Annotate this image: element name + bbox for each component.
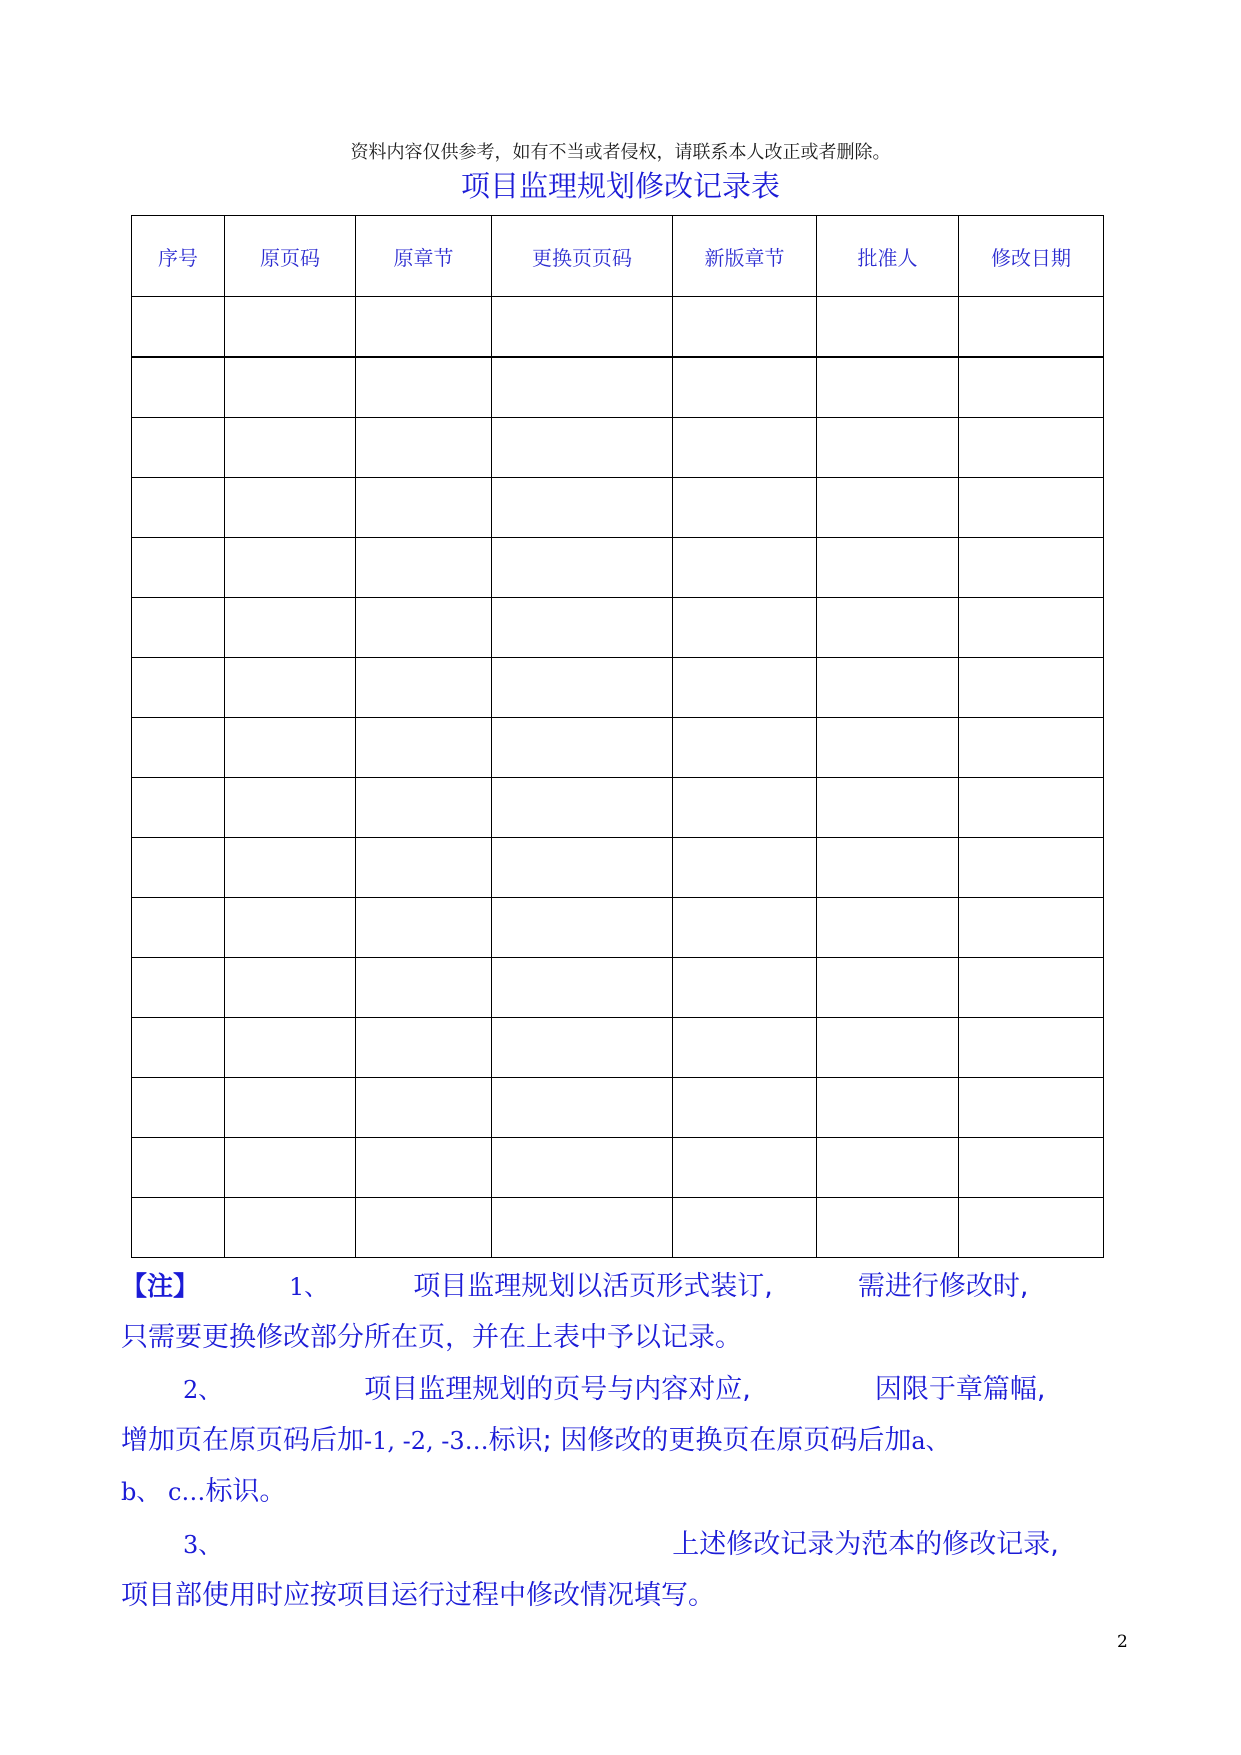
- table-cell: [959, 297, 1104, 358]
- column-header-replacement-page: 更换页页码: [492, 216, 673, 297]
- table-cell: [492, 838, 673, 898]
- table-cell: [356, 1138, 492, 1198]
- table-cell: [132, 1018, 225, 1078]
- table-cell: [673, 357, 817, 418]
- note-3-line-2: 项目部使用时应按项目运行过程中修改情况填写。: [121, 1580, 715, 1611]
- table-cell: [959, 598, 1104, 658]
- page-number: 2: [1117, 1632, 1128, 1652]
- table-cell: [356, 898, 492, 958]
- revision-record-table: [131, 215, 1104, 1258]
- column-header-orig-chapter: 原章节: [356, 216, 492, 297]
- table-cell: [673, 598, 817, 658]
- table-cell: [959, 1078, 1104, 1138]
- table-cell: [959, 478, 1104, 538]
- table-cell: [132, 297, 225, 358]
- table-cell: [356, 297, 492, 358]
- table-row: [132, 838, 1104, 898]
- table-cell: [225, 658, 356, 718]
- table-cell: [673, 1138, 817, 1198]
- table-cell: [132, 778, 225, 838]
- disclaimer-text: 资料内容仅供参考，如有不当或者侵权，请联系本人改正或者删除。: [350, 142, 891, 163]
- note-2-line-2-d: a、: [911, 1427, 950, 1455]
- note-2-line-3-b: 标识。: [205, 1476, 287, 1507]
- table-row: [132, 718, 1104, 778]
- table-row: [132, 1078, 1104, 1138]
- table-row: [132, 297, 1104, 358]
- table-cell: [132, 418, 225, 478]
- table-cell: [225, 478, 356, 538]
- column-header-revision-date: 修改日期: [959, 216, 1104, 297]
- table-cell: [673, 478, 817, 538]
- table-cell: [132, 1078, 225, 1138]
- table-cell: [673, 418, 817, 478]
- table-cell: [817, 958, 959, 1018]
- table-cell: [225, 418, 356, 478]
- table-cell: [225, 297, 356, 358]
- table-cell: [492, 418, 673, 478]
- table-cell: [817, 418, 959, 478]
- table-cell: [356, 1198, 492, 1258]
- table-cell: [225, 778, 356, 838]
- table-cell: [225, 598, 356, 658]
- table-cell: [132, 658, 225, 718]
- table-cell: [817, 1018, 959, 1078]
- note-3-text: 上述修改记录为范本的修改记录,: [672, 1529, 1059, 1560]
- note-3-line-1: [183, 1522, 1059, 1561]
- table-cell: [132, 898, 225, 958]
- table-cell: [225, 538, 356, 598]
- note-2-text-a: 项目监理规划的页号与内容对应,: [364, 1374, 751, 1405]
- table-cell: [132, 1138, 225, 1198]
- table-cell: [492, 598, 673, 658]
- note-2-number: 2、: [183, 1376, 223, 1404]
- table-cell: [492, 1198, 673, 1258]
- table-cell: [959, 718, 1104, 778]
- table-cell: [817, 778, 959, 838]
- table-cell: [356, 1018, 492, 1078]
- table-cell: [492, 658, 673, 718]
- table-cell: [673, 718, 817, 778]
- table-cell: [132, 357, 225, 418]
- note-1-text-b: 需进行修改时,: [857, 1271, 1029, 1302]
- table-cell: [356, 418, 492, 478]
- column-header-new-chapter: 新版章节: [673, 216, 817, 297]
- note-2-line-3-a: b、 c…: [121, 1478, 206, 1506]
- note-1-number: 1、: [289, 1273, 329, 1301]
- table-cell: [225, 1138, 356, 1198]
- table-cell: [817, 538, 959, 598]
- table-cell: [817, 658, 959, 718]
- table-row: [132, 898, 1104, 958]
- table-cell: [356, 478, 492, 538]
- table-cell: [673, 778, 817, 838]
- table-cell: [492, 898, 673, 958]
- note-2-line-2: [121, 1418, 950, 1457]
- table-cell: [817, 598, 959, 658]
- document-title: 项目监理规划修改记录表: [460, 169, 780, 203]
- note-1-line-1: [121, 1264, 1028, 1303]
- table-cell: [959, 357, 1104, 418]
- column-header-orig-page: 原页码: [225, 216, 356, 297]
- table-cell: [225, 1018, 356, 1078]
- table-cell: [356, 658, 492, 718]
- table-cell: [132, 718, 225, 778]
- table-cell: [817, 898, 959, 958]
- table-cell: [673, 838, 817, 898]
- table-cell: [959, 418, 1104, 478]
- note-2-line-1: [183, 1367, 1045, 1406]
- column-header-seq: 序号: [132, 216, 225, 297]
- table-cell: [225, 1198, 356, 1258]
- table-header-row: [132, 216, 1104, 297]
- table-cell: [959, 538, 1104, 598]
- table-cell: [356, 598, 492, 658]
- table-cell: [492, 297, 673, 358]
- note-2-text-b: 因限于章篇幅,: [874, 1374, 1046, 1405]
- table-row: [132, 1198, 1104, 1258]
- table-cell: [492, 958, 673, 1018]
- table-cell: [673, 538, 817, 598]
- table-cell: [673, 1198, 817, 1258]
- table-cell: [225, 958, 356, 1018]
- table-cell: [132, 478, 225, 538]
- table-cell: [673, 297, 817, 358]
- table-cell: [817, 1078, 959, 1138]
- table-cell: [356, 958, 492, 1018]
- table-cell: [959, 898, 1104, 958]
- note-3-number: 3、: [183, 1531, 223, 1559]
- table-row: [132, 598, 1104, 658]
- table-cell: [132, 838, 225, 898]
- table-cell: [817, 1138, 959, 1198]
- table-cell: [817, 838, 959, 898]
- table-cell: [959, 958, 1104, 1018]
- table-cell: [132, 1198, 225, 1258]
- note-2-line-2-c: 标识; 因修改的更换页在原页码后加: [488, 1425, 912, 1456]
- table-cell: [356, 1078, 492, 1138]
- table-cell: [959, 838, 1104, 898]
- table-cell: [673, 1078, 817, 1138]
- table-row: [132, 1138, 1104, 1198]
- table-cell: [492, 778, 673, 838]
- table-cell: [225, 838, 356, 898]
- table-row: [132, 1018, 1104, 1078]
- table-row: [132, 357, 1104, 418]
- note-2-line-2-a: 增加页在原页码后加: [121, 1425, 364, 1456]
- table-cell: [132, 958, 225, 1018]
- table-cell: [492, 538, 673, 598]
- column-header-approver: 批准人: [817, 216, 959, 297]
- table-cell: [959, 658, 1104, 718]
- table-cell: [356, 778, 492, 838]
- table-cell: [959, 1198, 1104, 1258]
- table-cell: [492, 1018, 673, 1078]
- table-row: [132, 658, 1104, 718]
- table-cell: [959, 1018, 1104, 1078]
- table-cell: [817, 1198, 959, 1258]
- table-cell: [132, 598, 225, 658]
- table-cell: [959, 1138, 1104, 1198]
- table-cell: [673, 898, 817, 958]
- table-cell: [225, 898, 356, 958]
- note-label: 【注】: [121, 1272, 200, 1302]
- table-cell: [959, 778, 1104, 838]
- table-cell: [492, 478, 673, 538]
- table-cell: [492, 1078, 673, 1138]
- table-cell: [492, 1138, 673, 1198]
- note-1-text-a: 项目监理规划以活页形式装订,: [413, 1271, 773, 1302]
- table-row: [132, 478, 1104, 538]
- table-cell: [492, 357, 673, 418]
- table-cell: [673, 1018, 817, 1078]
- table-cell: [356, 538, 492, 598]
- table-row: [132, 778, 1104, 838]
- table-cell: [817, 297, 959, 358]
- note-2-line-3: [121, 1469, 286, 1508]
- table-cell: [673, 658, 817, 718]
- table-cell: [817, 478, 959, 538]
- table-row: [132, 958, 1104, 1018]
- table-cell: [356, 718, 492, 778]
- table-cell: [817, 357, 959, 418]
- note-2-line-2-b: -1, -2, -3…: [364, 1427, 489, 1455]
- note-1-line-2: 只需要更换修改部分所在页，并在上表中予以记录。: [121, 1322, 742, 1353]
- table-cell: [225, 718, 356, 778]
- table-cell: [492, 718, 673, 778]
- table-row: [132, 538, 1104, 598]
- table-cell: [225, 1078, 356, 1138]
- table-cell: [356, 838, 492, 898]
- table-cell: [356, 357, 492, 418]
- table-cell: [225, 357, 356, 418]
- table-cell: [132, 538, 225, 598]
- table-cell: [673, 958, 817, 1018]
- table-cell: [817, 718, 959, 778]
- table-row: [132, 418, 1104, 478]
